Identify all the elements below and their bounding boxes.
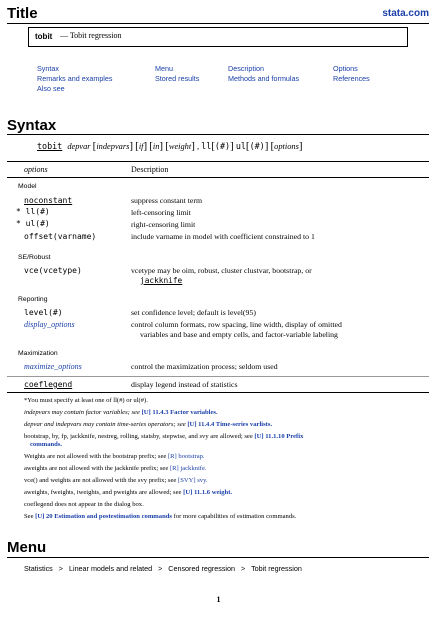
note-see-also: See [U] 20 Estimation and postestimation commands for more capabilities of estimation commands. (24, 513, 297, 520)
syntax-cmd: tobit (37, 141, 63, 151)
nav-link-stored-results[interactable]: Stored results (155, 74, 200, 83)
syntax-depvar: depvar (67, 142, 91, 151)
menu-rule (7, 557, 429, 558)
menu-heading: Menu (7, 539, 47, 556)
syntax-ul-arg: (#) (249, 141, 265, 151)
link-prefix-commands[interactable]: [U] 11.1.10 Prefix (254, 433, 304, 440)
note-svy: vce() and weights are not allowed with the svy prefix; see [SVY] svy. (24, 477, 208, 484)
menu-path-item: Statistics (24, 564, 53, 573)
note-jackknife: aweights are not allowed with the jackknife prefix; see [R] jackknife. (24, 465, 207, 472)
group-reporting: Reporting (18, 296, 48, 303)
menu-path-item: Censored regression (168, 564, 236, 573)
syntax-rule (7, 134, 429, 135)
link-prefix-commands-cont[interactable]: commands. (30, 441, 63, 448)
desc-display-options-cont: variables and base and empty cells, and factor-variable labeling (140, 330, 338, 339)
note-prefix: bootstrap, by, fp, jackknife, nestreg, rolling, statsby, stepwise, and svy are allowed; see [U] 11.1.10 Prefix (24, 433, 304, 440)
nav-link-options[interactable]: Options (333, 64, 358, 73)
table-bottom-rule (7, 392, 429, 393)
page-title: Title (7, 5, 38, 22)
command-name: tobit (35, 32, 53, 41)
site-link[interactable]: stata.com (382, 8, 429, 19)
desc-vce: vcetype may be oim, robust, cluster clustvar, bootstrap, or (131, 266, 312, 275)
syntax-heading: Syntax (7, 117, 57, 134)
nav-link-remarks[interactable]: Remarks and examples (37, 74, 113, 83)
group-se-robust: SE/Robust (18, 254, 51, 261)
menu-path (24, 564, 302, 573)
link-bootstrap[interactable]: [R] bootstrap. (167, 453, 205, 460)
nav-link-also-see[interactable]: Also see (37, 84, 65, 93)
desc-offset: include varname in model with coefficient constrained to 1 (131, 232, 315, 241)
note-bootstrap: Weights are not allowed with the bootstrap prefix; see [R] bootstrap. (24, 453, 205, 460)
nav-col-2 (155, 64, 199, 84)
desc-display-options: control column formats, row spacing, line width, display of omitted (131, 320, 342, 329)
link-factor-variables[interactable]: [U] 11.4.3 Factor variables. (141, 409, 218, 416)
desc-maximize-options: control the maximization process; seldom used (131, 362, 278, 371)
nav-link-methods[interactable]: Methods and formulas (228, 74, 300, 83)
nav-col-4 (333, 64, 370, 84)
note-weights: aweights, fweights, iweights, and pweights are allowed; see [U] 11.1.6 weight. (24, 489, 233, 496)
link-time-series[interactable]: [U] 11.4.4 Time-series varlists. (187, 421, 273, 428)
table-header-rule (7, 177, 429, 178)
opt-vce: vce(vcetype) (24, 266, 82, 275)
table-mid-rule (7, 376, 429, 377)
col-header-description: Description (131, 165, 169, 174)
nav-link-description[interactable]: Description (228, 64, 264, 73)
link-estimation-commands[interactable]: [U] 20 Estimation and postestimation commands (35, 513, 172, 520)
desc-coeflegend: display legend instead of statistics (131, 380, 238, 389)
menu-path-sep: > (241, 564, 246, 573)
command-description: — Tobit regression (60, 31, 122, 40)
opt-maximize-options[interactable]: maximize_options (24, 362, 82, 371)
syntax-comma: , (196, 142, 200, 151)
desc-ul: right-censoring limit (131, 220, 196, 229)
note-required: *You must specify at least one of ll(#) or ul(#). (24, 397, 148, 404)
group-maximization: Maximization (18, 350, 58, 357)
nav-link-menu[interactable]: Menu (155, 64, 173, 73)
syntax-in: in (152, 142, 160, 151)
note-factor-vars: indepvars may contain factor variables; see [U] 11.4.3 Factor variables. (24, 409, 218, 416)
menu-path-sep: > (58, 564, 63, 573)
syntax-options: options (274, 142, 299, 151)
syntax-weight: weight (168, 142, 192, 151)
nav-link-syntax[interactable]: Syntax (37, 64, 59, 73)
opt-noconstant: noconstant (24, 196, 73, 205)
nav-col-3 (228, 64, 299, 84)
table-top-rule (7, 161, 429, 162)
group-model: Model (18, 183, 37, 190)
col-header-options: options (24, 165, 48, 174)
syntax-indepvars: indepvars (96, 142, 130, 151)
opt-level: level(#) (24, 308, 63, 317)
menu-path-sep: > (158, 564, 163, 573)
note-time-series: depvar and indepvars may contain time-series operators; see [U] 11.4.4 Time-series varlists. (24, 421, 273, 428)
opt-display-options[interactable]: display_options (24, 320, 75, 329)
menu-path-item: Tobit regression (251, 564, 302, 573)
desc-ll: left-censoring limit (131, 208, 191, 217)
syntax-if: if (138, 142, 144, 151)
note-coeflegend: coeflegend does not appear in the dialog box. (24, 501, 144, 508)
link-svy[interactable]: [SVY] svy. (178, 477, 208, 484)
command-title-box (28, 27, 408, 47)
desc-level: set confidence level; default is level(95) (131, 308, 256, 317)
page-number: 1 (216, 595, 221, 604)
nav-link-references[interactable]: References (333, 74, 370, 83)
syntax-ul: ul (235, 141, 246, 151)
syntax-ll: ll (201, 141, 212, 151)
desc-noconstant: suppress constant term (131, 196, 203, 205)
opt-offset: offset(varname) (24, 232, 97, 241)
opt-ul: * ul(#) (16, 219, 50, 228)
link-weight[interactable]: [U] 11.1.6 weight. (183, 489, 233, 496)
link-jackknife[interactable]: [R] jackknife. (169, 465, 207, 472)
syntax-line: tobit depvar [indepvars] [if] [in] [weight] , ll[(#)] ul[(#)] [options] (37, 140, 303, 152)
opt-ll: * ll(#) (16, 207, 50, 216)
opt-coeflegend: coeflegend (24, 380, 73, 389)
desc-vce-cont: jackknife (140, 276, 183, 285)
nav-col-1 (37, 64, 113, 94)
menu-path-item: Linear models and related (68, 564, 153, 573)
title-rule (7, 23, 429, 24)
syntax-ll-arg: (#) (214, 141, 231, 151)
